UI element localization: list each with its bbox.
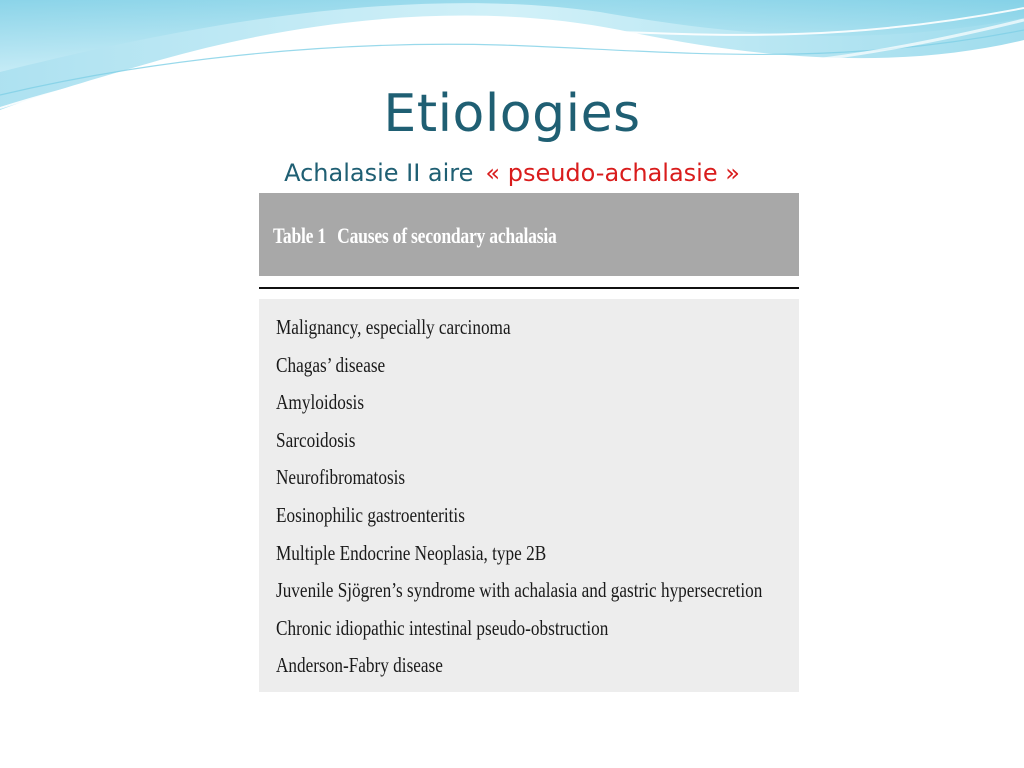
cause-item: Neurofibromatosis <box>276 465 406 490</box>
slide-subtitle <box>0 156 1024 190</box>
table-rule <box>259 287 799 289</box>
cause-item: Malignancy, especially carcinoma <box>276 315 511 339</box>
cause-item: Sarcoidosis <box>276 427 356 452</box>
table-figure <box>259 193 799 698</box>
cause-item: Juvenile Sjögren’s syndrome with achalasia and gastric hypersecretion <box>276 578 763 603</box>
cause-item: Chagas’ disease <box>276 352 386 377</box>
subtitle-highlight: « pseudo-achalasie » <box>485 159 740 187</box>
cause-item: Multiple Endocrine Neoplasia, type 2B <box>276 540 547 565</box>
cause-item: Eosinophilic gastroenteritis <box>276 502 465 527</box>
table-body <box>259 299 799 692</box>
cause-list <box>276 309 869 685</box>
slide-title: Etiologies <box>383 84 641 144</box>
cause-item: Chronic idiopathic intestinal pseudo-obstruction <box>276 615 609 640</box>
table-caption-text: Causes of secondary achalasia <box>337 223 557 248</box>
table-header <box>259 193 799 276</box>
cause-item: Amyloidosis <box>276 390 365 415</box>
table-caption <box>273 223 557 249</box>
table-number: Table 1 <box>273 223 326 248</box>
cause-item: Anderson-Fabry disease <box>276 653 443 678</box>
subtitle-main: Achalasie II aire <box>284 159 474 187</box>
